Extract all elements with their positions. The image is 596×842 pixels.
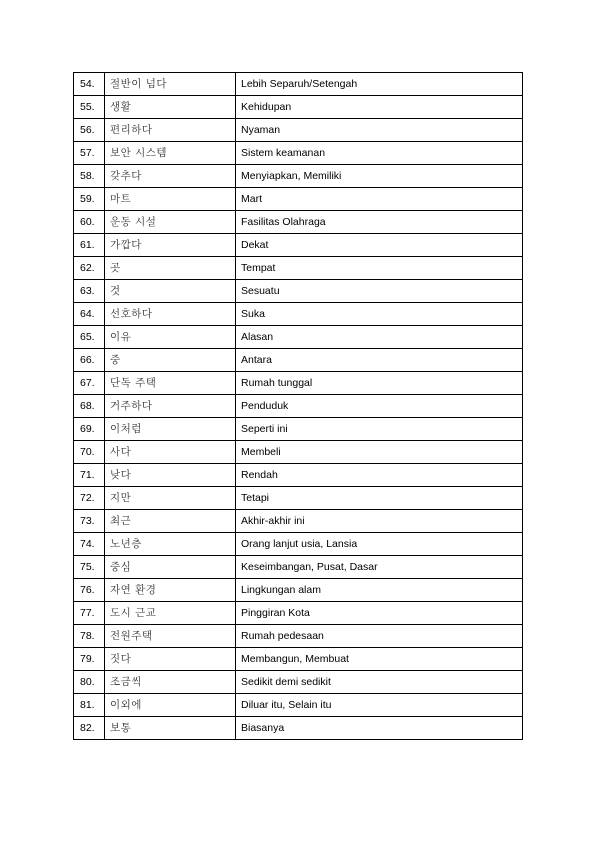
- indonesian-translation: Antara: [236, 349, 523, 372]
- table-row: [74, 372, 523, 395]
- korean-word: 편리하다: [105, 119, 236, 142]
- korean-word: 절반이 넘다: [105, 73, 236, 96]
- table-row: [74, 188, 523, 211]
- indonesian-translation: Suka: [236, 303, 523, 326]
- table-row: [74, 326, 523, 349]
- table-row: [74, 533, 523, 556]
- indonesian-translation: Lebih Separuh/Setengah: [236, 73, 523, 96]
- table-row: [74, 418, 523, 441]
- indonesian-translation: Akhir-akhir ini: [236, 510, 523, 533]
- indonesian-translation: Membeli: [236, 441, 523, 464]
- row-number: 63.: [74, 280, 105, 303]
- row-number: 58.: [74, 165, 105, 188]
- korean-word: 것: [105, 280, 236, 303]
- table-row: [74, 510, 523, 533]
- table-row: [74, 441, 523, 464]
- korean-word: 지만: [105, 487, 236, 510]
- korean-word: 자연 환경: [105, 579, 236, 602]
- row-number: 54.: [74, 73, 105, 96]
- table-row: [74, 395, 523, 418]
- korean-word: 짓다: [105, 648, 236, 671]
- row-number: 66.: [74, 349, 105, 372]
- indonesian-translation: Alasan: [236, 326, 523, 349]
- row-number: 82.: [74, 717, 105, 740]
- row-number: 81.: [74, 694, 105, 717]
- row-number: 72.: [74, 487, 105, 510]
- row-number: 77.: [74, 602, 105, 625]
- table-row: [74, 280, 523, 303]
- indonesian-translation: Sesuatu: [236, 280, 523, 303]
- table-row: [74, 257, 523, 280]
- indonesian-translation: Lingkungan alam: [236, 579, 523, 602]
- korean-word: 이유: [105, 326, 236, 349]
- indonesian-translation: Keseimbangan, Pusat, Dasar: [236, 556, 523, 579]
- row-number: 59.: [74, 188, 105, 211]
- vocabulary-table: [73, 72, 523, 740]
- vocabulary-table-body: [74, 73, 523, 740]
- table-row: [74, 556, 523, 579]
- row-number: 64.: [74, 303, 105, 326]
- row-number: 67.: [74, 372, 105, 395]
- table-row: [74, 303, 523, 326]
- row-number: 69.: [74, 418, 105, 441]
- korean-word: 보안 시스템: [105, 142, 236, 165]
- korean-word: 선호하다: [105, 303, 236, 326]
- indonesian-translation: Pinggiran Kota: [236, 602, 523, 625]
- row-number: 55.: [74, 96, 105, 119]
- korean-word: 갖추다: [105, 165, 236, 188]
- table-row: [74, 119, 523, 142]
- table-row: [74, 579, 523, 602]
- table-row: [74, 648, 523, 671]
- indonesian-translation: Fasilitas Olahraga: [236, 211, 523, 234]
- indonesian-translation: Nyaman: [236, 119, 523, 142]
- row-number: 80.: [74, 671, 105, 694]
- table-row: [74, 625, 523, 648]
- row-number: 68.: [74, 395, 105, 418]
- table-row: [74, 349, 523, 372]
- indonesian-translation: Tempat: [236, 257, 523, 280]
- row-number: 71.: [74, 464, 105, 487]
- table-row: [74, 464, 523, 487]
- indonesian-translation: Tetapi: [236, 487, 523, 510]
- table-row: [74, 694, 523, 717]
- korean-word: 조금씩: [105, 671, 236, 694]
- row-number: 60.: [74, 211, 105, 234]
- row-number: 76.: [74, 579, 105, 602]
- indonesian-translation: Menyiapkan, Memiliki: [236, 165, 523, 188]
- row-number: 61.: [74, 234, 105, 257]
- indonesian-translation: Membangun, Membuat: [236, 648, 523, 671]
- indonesian-translation: Sedikit demi sedikit: [236, 671, 523, 694]
- row-number: 79.: [74, 648, 105, 671]
- table-row: [74, 487, 523, 510]
- table-row: [74, 234, 523, 257]
- row-number: 56.: [74, 119, 105, 142]
- table-row: [74, 165, 523, 188]
- korean-word: 이처럼: [105, 418, 236, 441]
- korean-word: 중: [105, 349, 236, 372]
- table-row: [74, 211, 523, 234]
- korean-word: 노년층: [105, 533, 236, 556]
- indonesian-translation: Kehidupan: [236, 96, 523, 119]
- indonesian-translation: Penduduk: [236, 395, 523, 418]
- korean-word: 단독 주택: [105, 372, 236, 395]
- row-number: 65.: [74, 326, 105, 349]
- indonesian-translation: Sistem keamanan: [236, 142, 523, 165]
- korean-word: 마트: [105, 188, 236, 211]
- row-number: 75.: [74, 556, 105, 579]
- korean-word: 가깝다: [105, 234, 236, 257]
- table-row: [74, 671, 523, 694]
- indonesian-translation: Dekat: [236, 234, 523, 257]
- korean-word: 전원주택: [105, 625, 236, 648]
- korean-word: 최근: [105, 510, 236, 533]
- table-row: [74, 96, 523, 119]
- indonesian-translation: Rumah tunggal: [236, 372, 523, 395]
- row-number: 62.: [74, 257, 105, 280]
- indonesian-translation: Biasanya: [236, 717, 523, 740]
- indonesian-translation: Rendah: [236, 464, 523, 487]
- indonesian-translation: Rumah pedesaan: [236, 625, 523, 648]
- row-number: 57.: [74, 142, 105, 165]
- korean-word: 생활: [105, 96, 236, 119]
- row-number: 78.: [74, 625, 105, 648]
- indonesian-translation: Seperti ini: [236, 418, 523, 441]
- row-number: 70.: [74, 441, 105, 464]
- table-row: [74, 73, 523, 96]
- table-row: [74, 142, 523, 165]
- table-row: [74, 602, 523, 625]
- korean-word: 거주하다: [105, 395, 236, 418]
- korean-word: 운동 시설: [105, 211, 236, 234]
- row-number: 73.: [74, 510, 105, 533]
- indonesian-translation: Mart: [236, 188, 523, 211]
- korean-word: 보통: [105, 717, 236, 740]
- korean-word: 낮다: [105, 464, 236, 487]
- row-number: 74.: [74, 533, 105, 556]
- korean-word: 사다: [105, 441, 236, 464]
- korean-word: 도시 근교: [105, 602, 236, 625]
- korean-word: 곳: [105, 257, 236, 280]
- table-row: [74, 717, 523, 740]
- korean-word: 중심: [105, 556, 236, 579]
- indonesian-translation: Orang lanjut usia, Lansia: [236, 533, 523, 556]
- indonesian-translation: Diluar itu, Selain itu: [236, 694, 523, 717]
- korean-word: 이외에: [105, 694, 236, 717]
